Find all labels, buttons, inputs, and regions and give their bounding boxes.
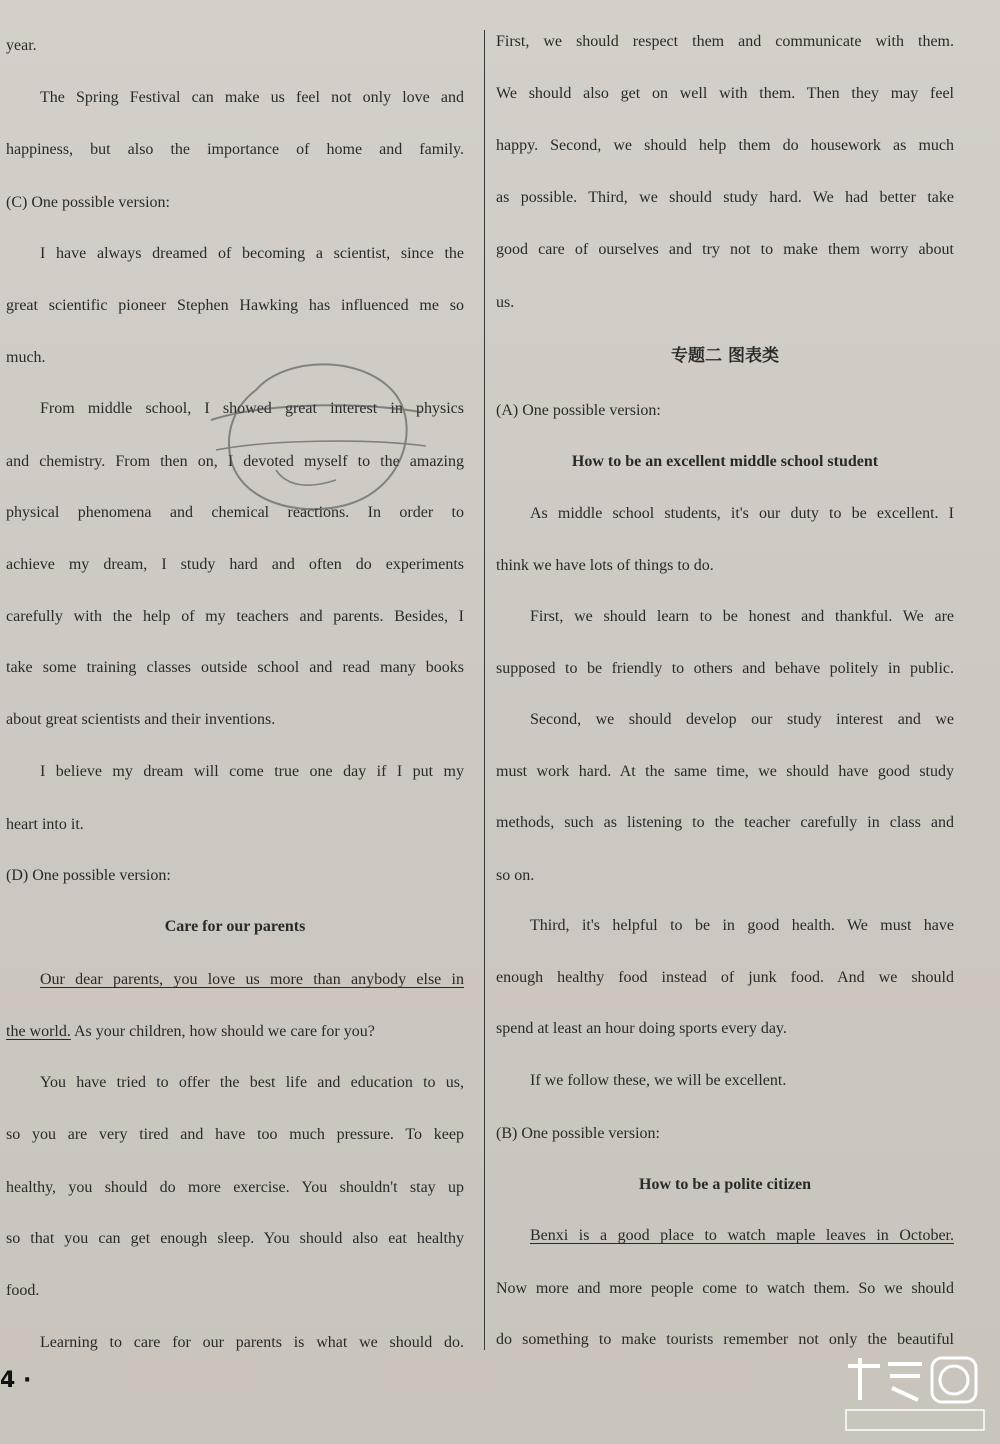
text-line: methods, such as listening to the teacher carefully in class and	[496, 814, 954, 831]
section-label: (C) One possible version:	[6, 194, 170, 211]
text-line: happy. Second, we should help them do housework as much	[496, 137, 954, 154]
text-line: From middle school, I showed great interest in physics	[40, 400, 464, 417]
underlined-sentence: Benxi is a good place to watch maple leaves in October.	[530, 1227, 954, 1244]
page-number: 4 ·	[0, 1368, 32, 1393]
text-line: so that you can get enough sleep. You should also eat healthy	[6, 1230, 464, 1247]
text-line: as possible. Third, we should study hard. We had better take	[496, 189, 954, 206]
text-line: physical phenomena and chemical reactions. In order to	[6, 504, 464, 521]
text-line: do something to make tourists remember not only the beautiful	[496, 1331, 954, 1348]
section-label: (D) One possible version:	[6, 867, 171, 884]
text-line: food.	[6, 1282, 40, 1299]
text-line: must work hard. At the same time, we should have good study	[496, 763, 954, 780]
text-line: Now more and more people come to watch them. So we should	[496, 1280, 954, 1297]
text-fragment: As your children, how should we care for you?	[70, 1023, 375, 1040]
text-line: First, we should learn to be honest and thankful. We are	[530, 608, 954, 625]
text-line: As middle school students, it's our duty to be excellent. I	[530, 505, 954, 522]
site-logo	[840, 1356, 990, 1434]
underlined-sentence: Our dear parents, you love us more than anybody else in	[40, 971, 464, 988]
text-line: about great scientists and their inventions.	[6, 711, 276, 728]
text-line: enough healthy food instead of junk food. And we should	[496, 969, 954, 986]
text-line: Second, we should develop our study interest and we	[530, 711, 954, 728]
text-line: year.	[6, 37, 37, 54]
text-line: so on.	[496, 867, 535, 884]
underlined-sentence: the world.	[6, 1023, 71, 1040]
text-line: happiness, but also the importance of home and family.	[6, 141, 464, 158]
text-line: carefully with the help of my teachers and parents. Besides, I	[6, 608, 464, 625]
section-heading: 专题二 图表类	[671, 346, 779, 366]
text-line: I have always dreamed of becoming a scientist, since the	[40, 245, 464, 262]
text-line: I believe my dream will come true one day if I put my	[40, 763, 464, 780]
text-line: us.	[496, 294, 515, 311]
text-line: spend at least an hour doing sports every day.	[496, 1020, 787, 1037]
text-line: good care of ourselves and try not to make them worry about	[496, 241, 954, 258]
text-line: so you are very tired and have too much pressure. To keep	[6, 1126, 464, 1143]
essay-title: Care for our parents	[164, 918, 306, 935]
text-line	[496, 1226, 954, 1246]
text-line: If we follow these, we will be excellent.	[530, 1072, 787, 1089]
text-line: great scientific pioneer Stephen Hawking has influenced me so	[6, 297, 464, 314]
section-label: (B) One possible version:	[496, 1125, 660, 1142]
essay-title: How to be a polite citizen	[639, 1176, 811, 1193]
watermark-stamp	[196, 350, 436, 520]
text-line: Learning to care for our parents is what we should do.	[40, 1334, 464, 1351]
text-line: healthy, you should do more exercise. You shouldn't stay up	[6, 1179, 464, 1196]
text-line: think we have lots of things to do.	[496, 557, 714, 574]
text-line	[6, 1022, 464, 1042]
essay-title: How to be an excellent middle school student	[571, 453, 879, 470]
text-line: The Spring Festival can make us feel not only love and	[40, 89, 464, 106]
text-line: achieve my dream, I study hard and often do experiments	[6, 556, 464, 573]
text-line: Third, it's helpful to be in good health. We must have	[530, 917, 954, 934]
text-line: take some training classes outside school and read many books	[6, 659, 464, 676]
text-line: much.	[6, 349, 46, 366]
text-line	[6, 970, 464, 990]
text-line: First, we should respect them and communicate with them.	[496, 33, 954, 50]
text-line: You have tried to offer the best life and education to us,	[40, 1074, 464, 1091]
text-line: supposed to be friendly to others and behave politely in public.	[496, 660, 954, 677]
column-divider	[484, 30, 485, 1350]
section-label: (A) One possible version:	[496, 402, 661, 419]
text-line: We should also get on well with them. Then they may feel	[496, 85, 954, 102]
text-line: and chemistry. From then on, I devoted myself to the amazing	[6, 453, 464, 470]
text-line: heart into it.	[6, 816, 84, 833]
